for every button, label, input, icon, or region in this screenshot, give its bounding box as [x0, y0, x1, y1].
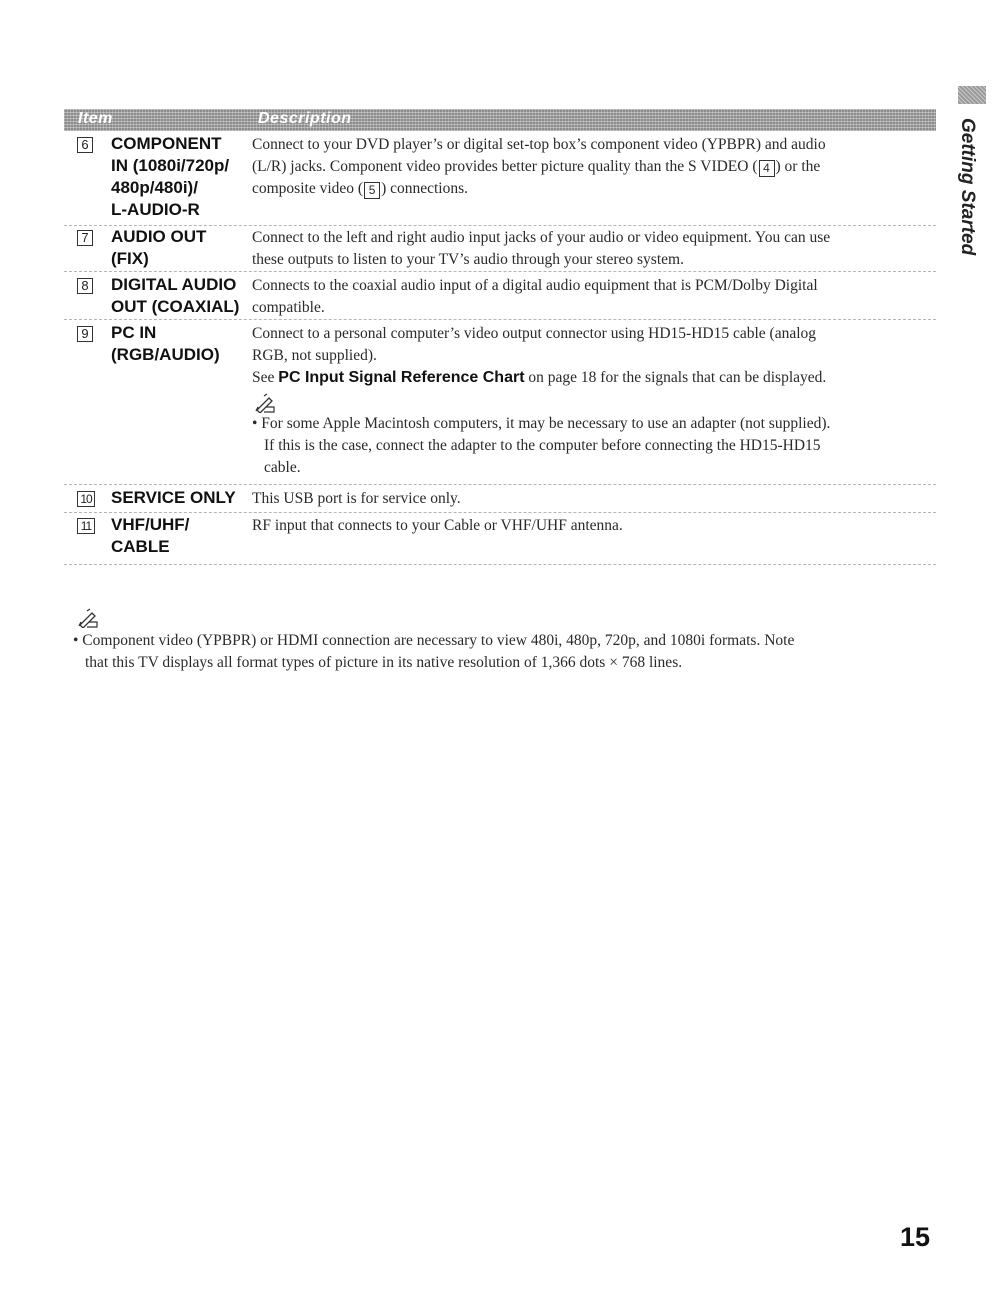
- item-number-badge: 6: [77, 137, 93, 153]
- footnote: [73, 608, 943, 674]
- item-number-badge: 7: [77, 230, 93, 246]
- desc-text: composite video (: [252, 180, 364, 197]
- item-name: [111, 274, 256, 318]
- item-name-line: IN (1080i/720p/: [111, 156, 230, 175]
- item-description: [252, 488, 934, 510]
- desc-line: [252, 178, 934, 200]
- desc-text: (L/R) jacks. Component video provides better picture quality than the S VIDEO (: [252, 158, 758, 175]
- desc-text: See: [252, 369, 279, 386]
- item-name-line: OUT (COAXIAL): [111, 297, 240, 316]
- item-name: [111, 514, 256, 558]
- item-number-badge: 9: [77, 326, 93, 342]
- item-description: [252, 323, 934, 479]
- table-row: [64, 322, 936, 485]
- item-name-line: DIGITAL AUDIO: [111, 275, 237, 294]
- desc-text: ) connections.: [381, 180, 469, 197]
- header-item: Item: [78, 110, 113, 127]
- item-name-line: (RGB/AUDIO): [111, 345, 220, 364]
- side-tab-marker: [958, 86, 986, 104]
- item-name: [111, 322, 256, 366]
- item-number-badge: 10: [77, 491, 95, 507]
- desc-line: Connect to your DVD player’s or digital set-top box’s component video (YPBPR) and audio: [252, 136, 826, 153]
- desc-line: Connects to the coaxial audio input of a digital audio equipment that is PCM/Dolby Digital: [252, 277, 818, 294]
- note-pencil-icon: [77, 608, 99, 628]
- desc-text: on page 18 for the signals that can be displayed.: [524, 369, 827, 386]
- page-number: 15: [900, 1222, 931, 1252]
- header-description: Description: [258, 110, 352, 127]
- item-number-badge: 8: [77, 278, 93, 294]
- item-name: [111, 133, 256, 221]
- desc-text: ) or the: [775, 158, 821, 175]
- item-name-line: L-AUDIO-R: [111, 200, 200, 219]
- item-name-line: COMPONENT: [111, 134, 222, 153]
- item-name-line: CABLE: [111, 537, 170, 556]
- item-name-line: SERVICE ONLY: [111, 488, 236, 507]
- table-header: [64, 109, 936, 131]
- desc-line: This USB port is for service only.: [252, 490, 461, 507]
- item-name-line: 480p/480i)/: [111, 178, 198, 197]
- item-number-badge: 11: [77, 518, 95, 534]
- item-description: [252, 134, 934, 200]
- desc-line: Connect to a personal computer’s video output connector using HD15-HD15 cable (analog: [252, 325, 817, 342]
- item-name: [111, 487, 256, 509]
- table-row: [64, 226, 936, 272]
- note-pencil-icon: [254, 393, 276, 413]
- desc-line: these outputs to listen to your TV’s audio through your stereo system.: [252, 251, 684, 268]
- item-name: [111, 226, 256, 270]
- ref-badge: 4: [759, 160, 775, 177]
- item-name-line: AUDIO OUT: [111, 227, 207, 246]
- item-name-line: (FIX): [111, 249, 149, 268]
- table-row: [64, 133, 936, 226]
- desc-line: compatible.: [252, 299, 325, 316]
- ref-badge: 5: [364, 182, 380, 199]
- desc-line: RGB, not supplied).: [252, 347, 377, 364]
- note-line: If this is the case, connect the adapter to the computer before connecting the HD15-HD15: [264, 437, 821, 454]
- table-row: [64, 487, 936, 513]
- item-name-line: VHF/UHF/: [111, 515, 190, 534]
- table-row: [64, 274, 936, 320]
- side-tab-label: Getting Started: [957, 118, 978, 256]
- desc-line: [252, 367, 934, 389]
- desc-line: [252, 156, 934, 178]
- note-line: • For some Apple Macintosh computers, it may be necessary to use an adapter (not supplied).: [252, 415, 831, 432]
- item-description: [252, 275, 934, 319]
- note-line: cable.: [264, 459, 301, 476]
- desc-line: RF input that connects to your Cable or VHF/UHF antenna.: [252, 517, 623, 534]
- desc-line: Connect to the left and right audio input jacks of your audio or video equipment. You can use: [252, 229, 831, 246]
- note-text: [252, 413, 934, 479]
- item-name-line: PC IN: [111, 323, 157, 342]
- item-description: [252, 515, 934, 537]
- chart-reference: PC Input Signal Reference Chart: [278, 369, 525, 386]
- item-description: [252, 227, 934, 271]
- table-row: [64, 514, 936, 565]
- footnote-line: that this TV displays all format types of picture in its native resolution of 1,366 dots × 768 lines.: [85, 654, 683, 671]
- footnote-line: • Component video (YPBPR) or HDMI connection are necessary to view 480i, 480p, 720p, and 1080i formats. Note: [73, 632, 795, 649]
